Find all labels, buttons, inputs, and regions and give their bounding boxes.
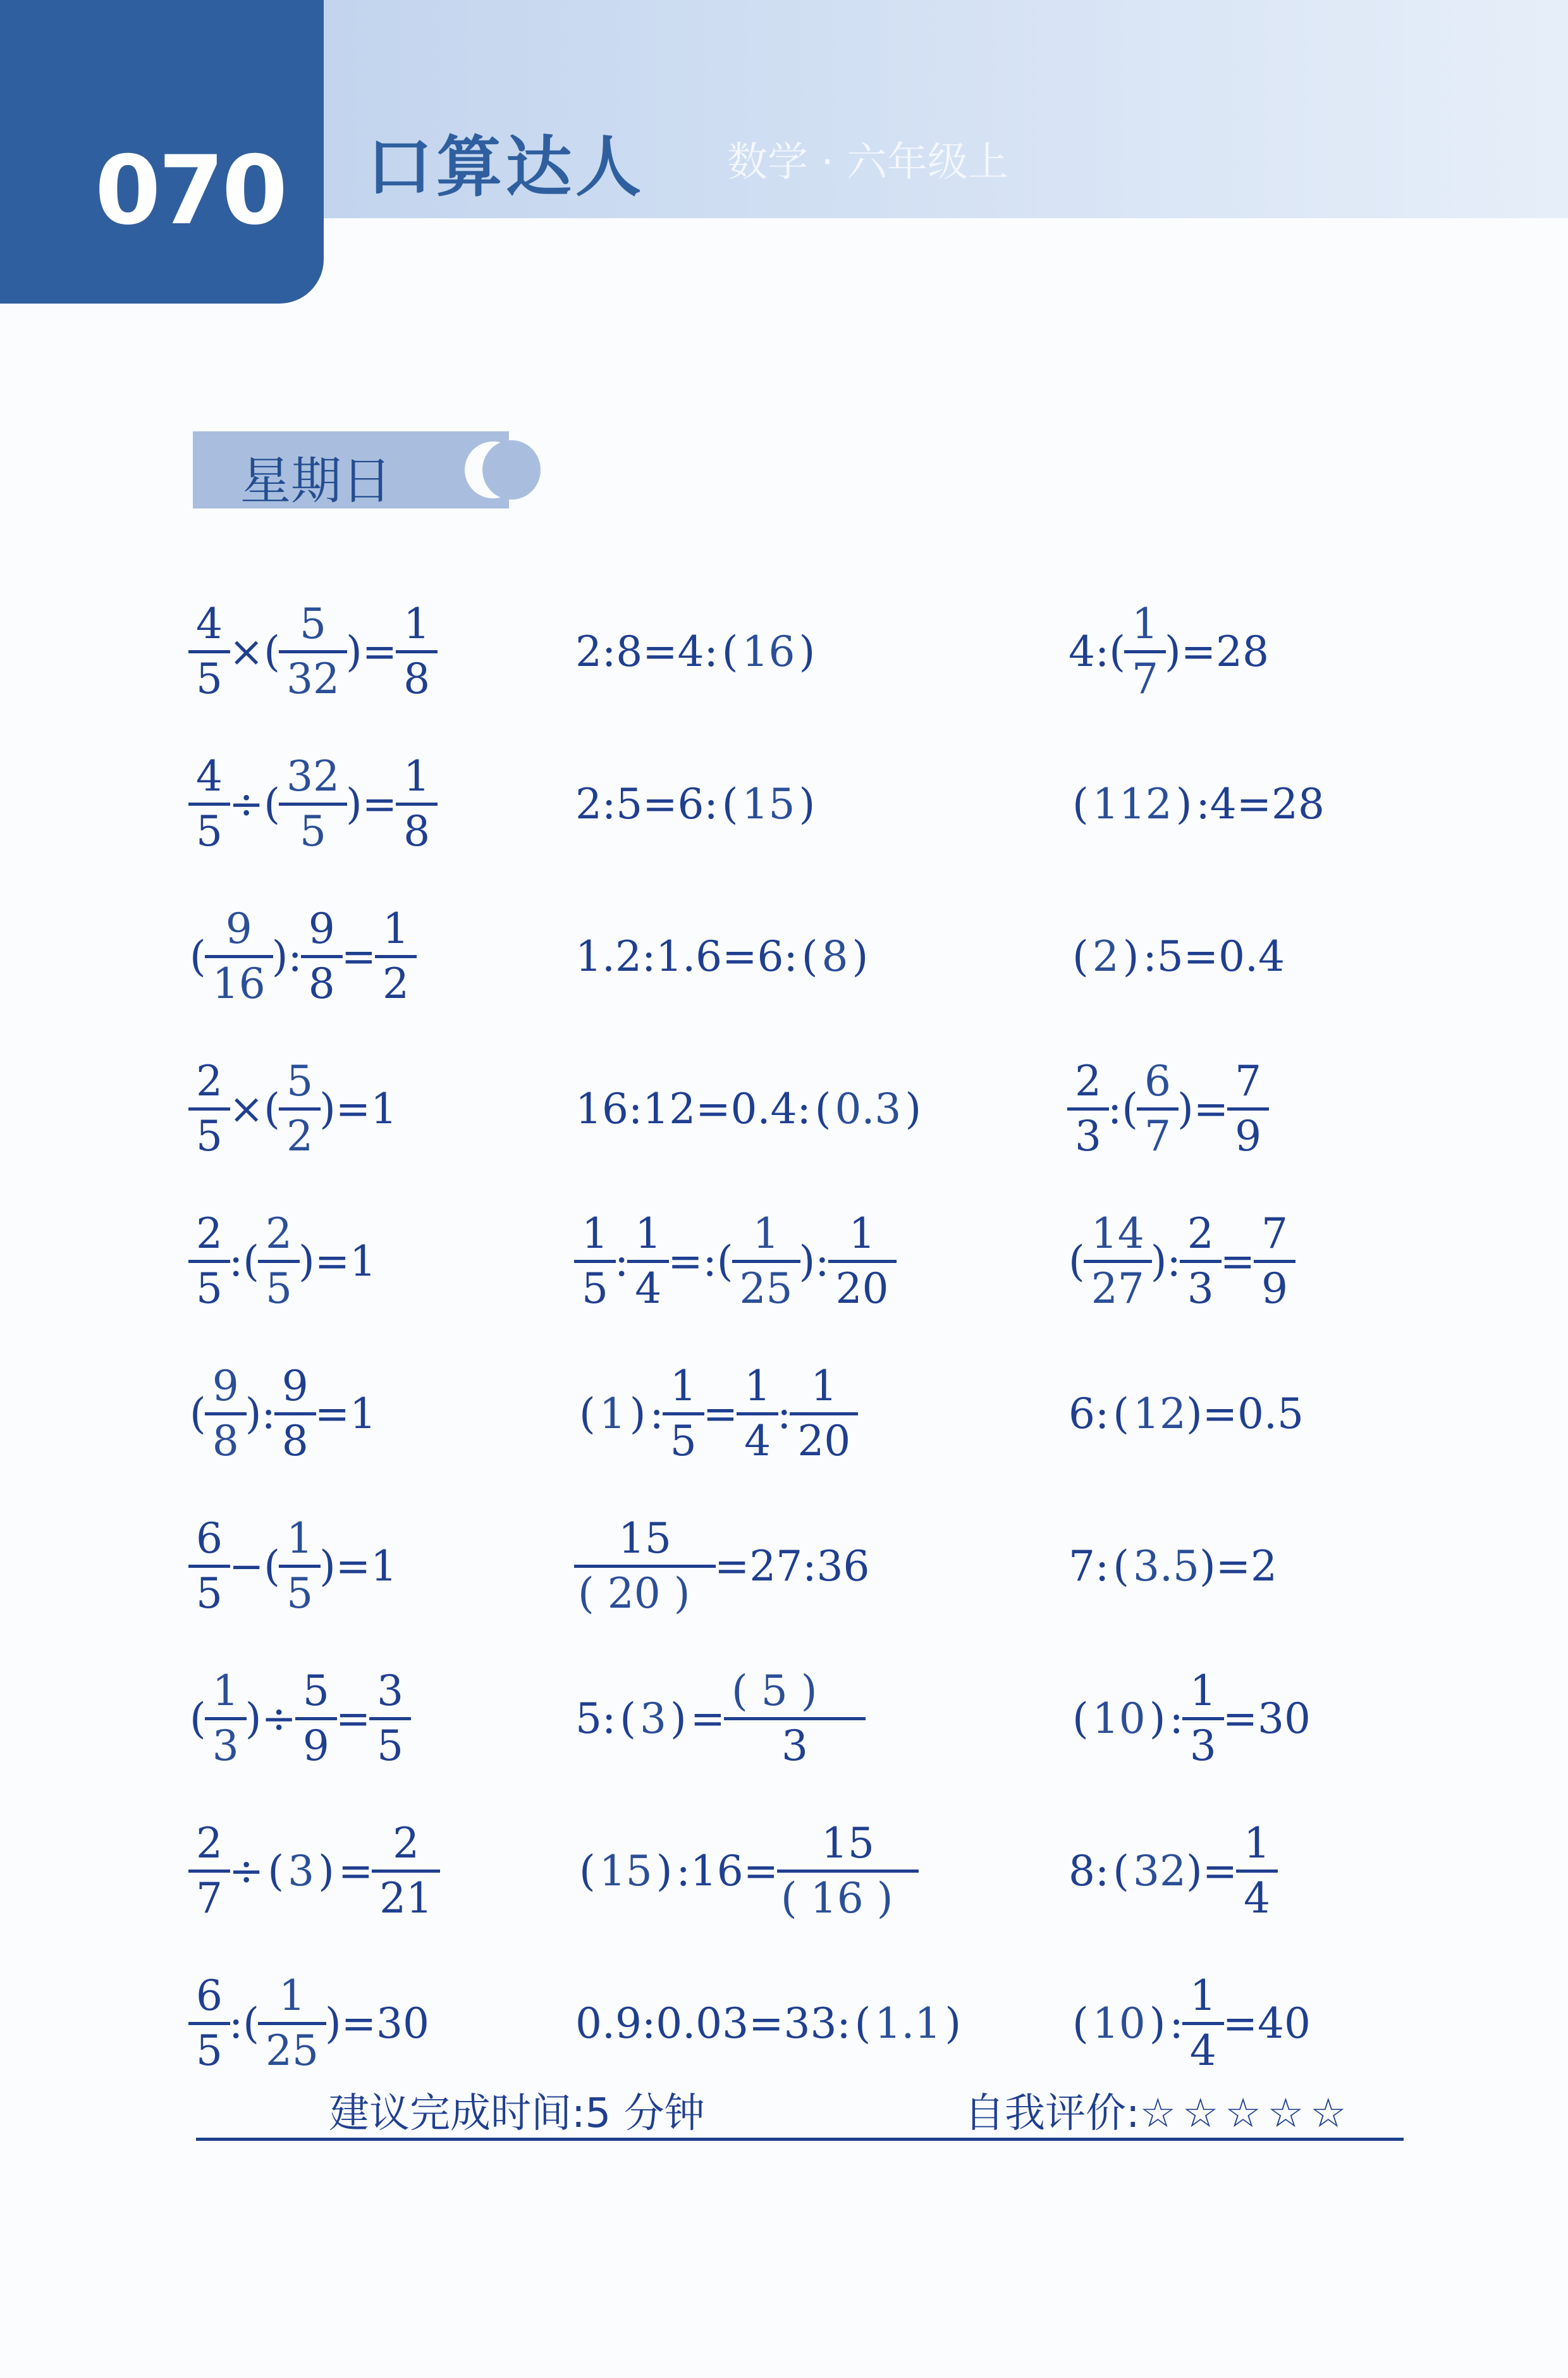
problem-r10c3: ( 10 ) : $\frac{1}{4}$ =40 <box>1072 1971 1311 2075</box>
answer-r2c2: 15 <box>742 779 795 829</box>
problem-r8c3: ( 10 ) : $\frac{1}{3}$ =30 <box>1072 1666 1311 1770</box>
problem-r7c2: $\frac{15}{( 20 )}$ =27:36 <box>575 1490 1069 1642</box>
problem-r3c3: ( 2 ) :5=0.4 <box>1072 932 1285 981</box>
answer-r4c3: $\frac{6}{7}$ <box>1141 1061 1175 1157</box>
problem-r2c1: $\frac{4}{5}$ ÷( $\frac{32}{5}$ )= $\frac{1}{8}$ <box>190 728 575 880</box>
answer-r5c2: $\frac{1}{25}$ <box>736 1213 797 1310</box>
answer-r2c3: 112 <box>1092 779 1172 829</box>
problem-r2c2: 2:5=6: ( 15 ) <box>575 779 816 829</box>
problem-r10c1: $\frac{6}{5}$ :( $\frac{1}{25}$ )=30 <box>190 1947 575 2100</box>
answer-r5c1: $\frac{2}{5}$ <box>262 1213 296 1310</box>
answer-r4c1: $\frac{5}{2}$ <box>283 1061 317 1157</box>
problem-r5c1: $\frac{2}{5}$ :( $\frac{2}{5}$ )=1 <box>190 1185 575 1338</box>
answer-r8c1: $\frac{1}{3}$ <box>209 1670 243 1767</box>
problem-r5c3: ( $\frac{14}{27}$ ): $\frac{2}{3}$ = $\frac{7}{9}$ <box>1069 1185 1404 1338</box>
answer-r3c3: 2 <box>1092 932 1119 981</box>
problem-r2c3: ( 112 ) :4=28 <box>1072 779 1325 829</box>
problem-r7c1: $\frac{6}{5}$ −( $\frac{1}{5}$ )=1 <box>190 1490 575 1642</box>
answer-r7c3: 3.5 <box>1132 1541 1199 1591</box>
answer-r5c3: $\frac{14}{27}$ <box>1087 1213 1148 1310</box>
problem-r6c1: ( $\frac{9}{8}$ ): $\frac{9}{8}$ =1 <box>190 1362 377 1465</box>
book-title: 口算达人 <box>367 128 646 206</box>
answer-r8c2-num: ( 5 ) <box>732 1666 818 1715</box>
answer-r8c3: 10 <box>1092 1694 1146 1743</box>
problem-r8c2: 5: ( 3 ) = $\frac{( 5 )}{3}$ <box>575 1642 1069 1795</box>
problem-r9c3: 8: ( 32 )= $\frac{1}{4}$ <box>1069 1795 1404 1947</box>
answer-r6c1: $\frac{9}{8}$ <box>209 1365 243 1462</box>
suggested-time: 建议完成时间:5 分钟 <box>329 2090 705 2137</box>
answer-r9c1: 3 <box>288 1846 315 1895</box>
answer-r1c3: $\frac{1}{7}$ <box>1128 603 1162 700</box>
footer <box>196 2081 1404 2141</box>
problem-r4c2: 16:12=0.4: ( 0.3 ) <box>575 1084 922 1133</box>
moon-icon <box>465 441 522 498</box>
answer-r8c2: 3 <box>639 1694 666 1743</box>
answer-r10c1: $\frac{1}{25}$ <box>262 1975 322 2072</box>
day-label <box>193 431 509 508</box>
answer-r1c1: $\frac{5}{32}$ <box>283 603 343 700</box>
problem-r10c2: 0.9:0.03=33: ( 1.1 ) <box>575 1999 962 2048</box>
answer-r7c1: $\frac{1}{5}$ <box>283 1518 317 1615</box>
answer-r6c3: 12 <box>1132 1389 1186 1438</box>
problem-r9c1: $\frac{2}{7}$ ÷ ( 3 ) = $\frac{2}{21}$ <box>190 1795 575 1947</box>
answer-r10c3: 10 <box>1092 1999 1146 2048</box>
problem-r3c2: 1.2:1.6=6: ( 8 ) <box>575 932 869 981</box>
answer-r2c1: $\frac{32}{5}$ <box>283 756 343 853</box>
answer-r9c2: 15 <box>599 1846 652 1895</box>
rating-stars-icon[interactable]: ☆☆☆☆☆ <box>1139 2090 1353 2137</box>
answer-r9c3: 32 <box>1132 1846 1186 1895</box>
answer-r6c2: 1 <box>599 1389 626 1438</box>
problem-r1c2: 2:8=4: ( 16 ) <box>575 627 816 676</box>
problem-grid <box>190 576 1404 2100</box>
problem-r3c1: ( $\frac{9}{16}$ ): $\frac{9}{8}$ = $\frac{1}{2}$ <box>190 880 575 1033</box>
answer-r3c2: 8 <box>821 932 848 981</box>
page-tab <box>0 0 324 304</box>
answer-r1c2: 16 <box>742 627 795 676</box>
day-text: 星期日 <box>240 452 392 510</box>
problem-r9c2: ( 15 ) :16= $\frac{15}{( 16 )}$ <box>575 1795 1069 1947</box>
answer-r4c2: 0.3 <box>835 1084 902 1133</box>
problem-r4c3: $\frac{2}{3}$ :( $\frac{6}{7}$ )= $\frac{7}{9}$ <box>1069 1033 1404 1185</box>
self-evaluation-label: 自我评价: <box>964 2090 1140 2137</box>
page-number: 070 <box>95 136 286 246</box>
problem-r4c1: $\frac{2}{5}$ ×( $\frac{5}{2}$ )=1 <box>190 1033 575 1185</box>
problem-r6c3: 6: ( 12 )=0.5 <box>1069 1389 1304 1438</box>
answer-r7c2: ( 20 ) <box>574 1565 716 1615</box>
answer-r10c2: 1.1 <box>874 1999 941 2048</box>
problem-r1c3: 4: ( $\frac{1}{7}$ )=28 <box>1069 600 1270 703</box>
problem-r8c1: ( $\frac{1}{3}$ )÷ $\frac{5}{9}$ = $\frac{3}{5}$ <box>190 1642 575 1795</box>
answer-r9c2-den: ( 16 ) <box>777 1870 919 1919</box>
problem-r7c3: 7: ( 3.5 )=2 <box>1069 1541 1277 1591</box>
problem-r6c2: ( 1 ) : $\frac{1}{5}$ = $\frac{1}{4}$ : $\frac{1}{20}$ <box>575 1338 1069 1490</box>
subject-grade: 数学 · 六年级上 <box>727 139 1009 186</box>
problem-r5c2: $\frac{1}{5}$ : $\frac{1}{4}$ =:( $\frac{1}{25}$ ): $\frac{1}{20}$ <box>575 1185 1069 1338</box>
answer-r3c1: $\frac{9}{16}$ <box>209 908 269 1005</box>
problem-r1c1: $\frac{4}{5}$ ×( $\frac{5}{32}$ )= $\frac{1}{8}$ <box>190 576 575 728</box>
self-evaluation <box>964 2081 1352 2139</box>
